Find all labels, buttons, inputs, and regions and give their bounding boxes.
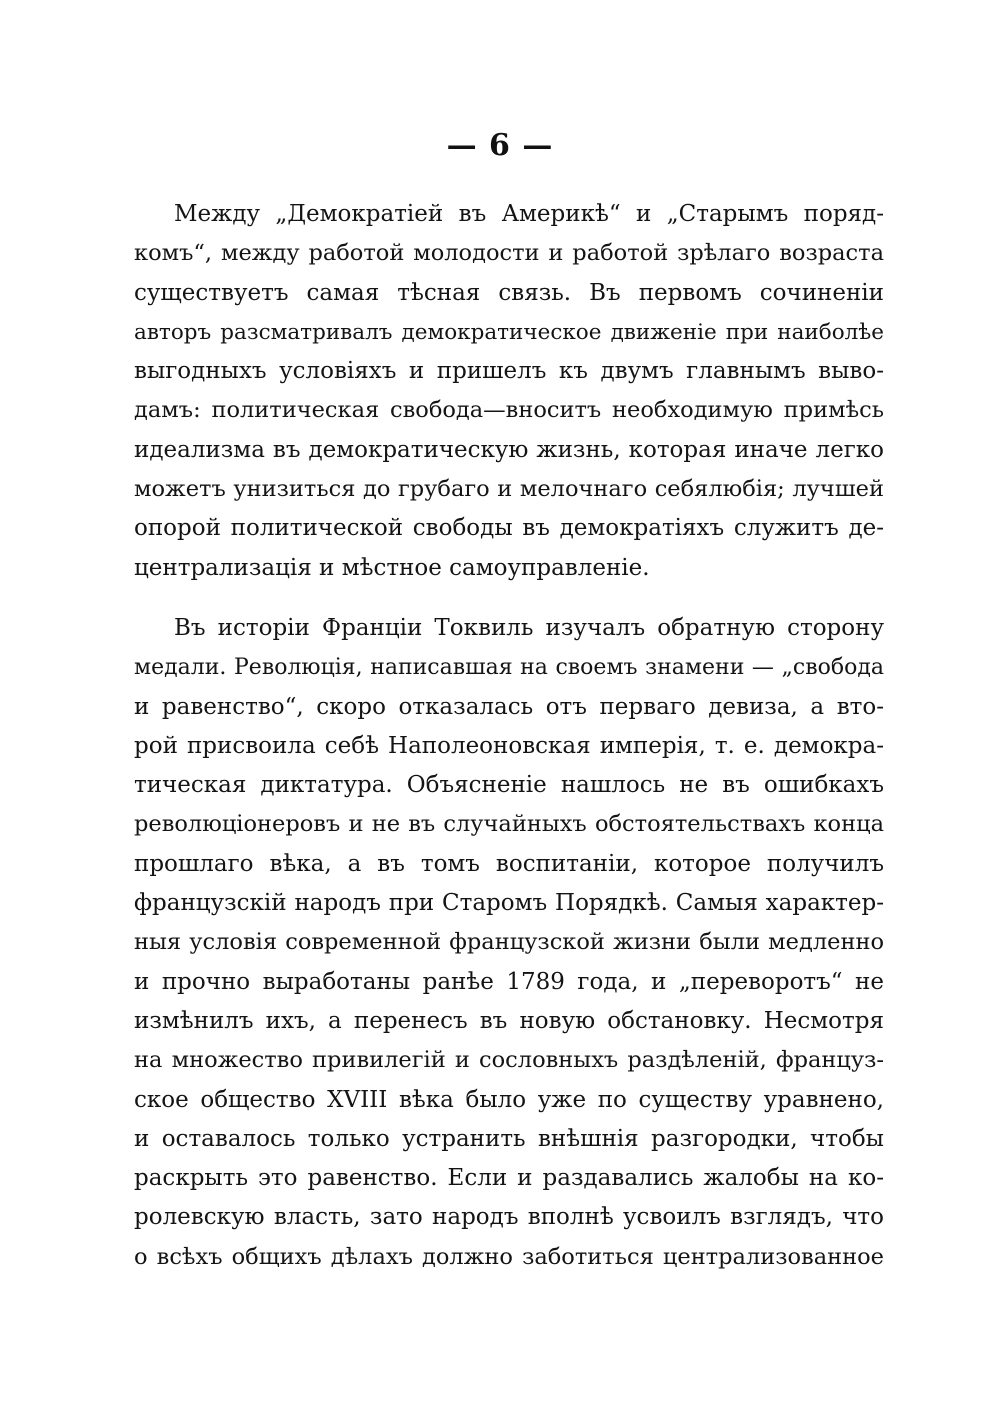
- text-line: ролевскую власть, зато народъ вполнѣ усвоилъ взглядъ, что: [134, 1204, 884, 1231]
- text-line: прошлаго вѣка, а въ томъ воспитаніи, которое получилъ: [134, 850, 884, 877]
- text-line: Между „Демократіей въ Америкѣ“ и „Старымъ поряд-: [174, 201, 884, 227]
- text-line: ское общество XVIII вѣка было уже по существу уравнено,: [134, 1086, 884, 1113]
- paragraph-1: [134, 195, 884, 588]
- text-line: тическая диктатура. Объясненіе нашлось не въ ошибкахъ: [134, 772, 884, 799]
- text-line: ныя условія современной французской жизни были медленно: [134, 929, 884, 956]
- text-line: на множество привилегій и сословныхъ раздѣленій, француз-: [134, 1047, 884, 1074]
- text-line: централизація и мѣстное самоуправленіе.: [134, 554, 650, 581]
- text-line: комъ“, между работой молодости и работой зрѣлаго возраста: [134, 240, 884, 267]
- text-line: авторъ разсматривалъ демократическое движеніе при наиболѣе: [134, 319, 884, 345]
- text-line: можетъ унизиться до грубаго и мелочнаго себялюбія; лучшей: [134, 476, 884, 503]
- text-line: рой присвоила себѣ Наполеоновская имперія, т. е. демокра-: [134, 732, 884, 759]
- text-line: опорой политической свободы въ демократіяхъ служитъ де-: [134, 515, 884, 542]
- text-line: медали. Революція, написавшая на своемъ знамени — „свобода: [134, 655, 884, 681]
- text-line: дамъ: политическая свобода—вноситъ необходимую примѣсь: [134, 397, 884, 424]
- page-number: — 6 —: [446, 128, 554, 163]
- text-line: революціонеровъ и не въ случайныхъ обстоятельствахъ конца: [134, 811, 884, 838]
- text-line: измѣнилъ ихъ, а перенесъ въ новую обстановку. Несмотря: [134, 1007, 884, 1034]
- text-line: идеализма въ демократическую жизнь, которая иначе легко: [134, 436, 884, 463]
- text-line: существуетъ самая тѣсная связь. Въ первомъ сочиненіи: [134, 279, 884, 306]
- text-line: о всѣхъ общихъ дѣлахъ должно заботиться централизованное: [134, 1243, 884, 1270]
- text-line: раскрыть это равенство. Если и раздавались жалобы на ко-: [134, 1165, 884, 1192]
- text-line: выгодныхъ условіяхъ и пришелъ къ двумъ главнымъ выво-: [134, 358, 884, 385]
- text-line: и прочно выработаны ранѣе 1789 года, и „переворотъ“ не: [134, 968, 884, 995]
- paragraph-2: [134, 609, 884, 1277]
- text-line: и оставалось только устранить внѣшнія разгородки, чтобы: [134, 1125, 884, 1152]
- text-line: и равенство“, скоро отказалась отъ перваго девиза, а вто-: [134, 693, 884, 720]
- text-line: французскій народъ при Старомъ Порядкѣ. Самыя характер-: [134, 890, 884, 917]
- text-line: Въ исторіи Франціи Токвиль изучалъ обратную сторону: [174, 615, 884, 641]
